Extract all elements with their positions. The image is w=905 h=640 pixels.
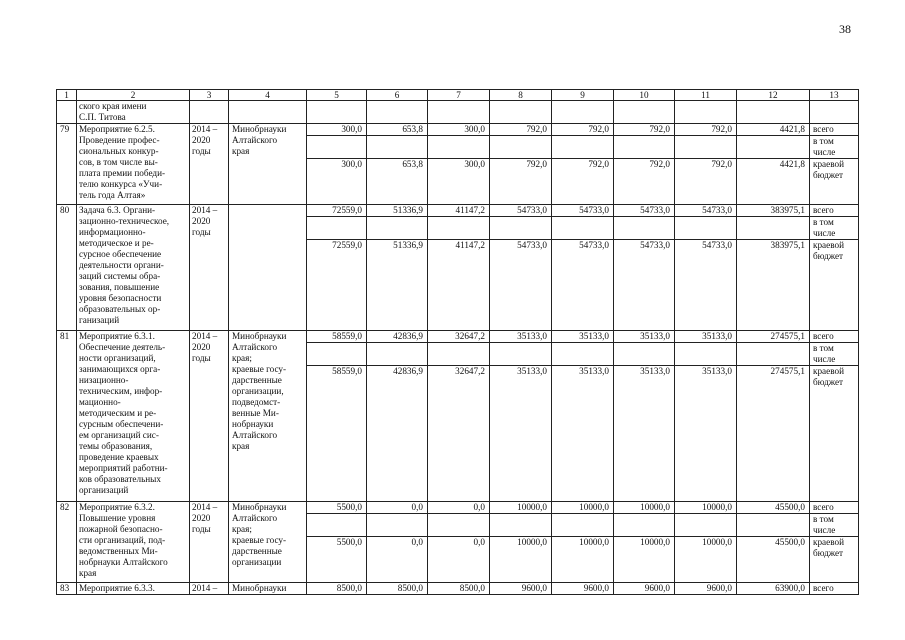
- value-cell: [675, 514, 737, 537]
- value-cell: 9600,0: [675, 583, 737, 595]
- value-cell: 8500,0: [367, 583, 428, 595]
- activity-name: Задача 6.3. Органи- зационно-техническое, информационно- методическое и ре- сурсное обеспечение деятельности органи- заций системы обра- зования, повышение уровня безопасности образовательных ор- ганизаций: [77, 205, 190, 331]
- value-cell: [307, 136, 367, 159]
- value-cell: [307, 101, 367, 124]
- activity-name: ского края имени С.П. Титова: [77, 101, 190, 124]
- row-index: [57, 101, 77, 124]
- period: 2014 – 2020 годы: [190, 124, 229, 205]
- value-cell: 72559,0: [307, 205, 367, 217]
- value-cell: 35133,0: [614, 331, 675, 343]
- value-cell: 653,8: [367, 124, 428, 136]
- value-cell: 42836,9: [367, 366, 428, 502]
- value-cell: [490, 136, 552, 159]
- row-index: 81: [57, 331, 77, 502]
- value-cell: [810, 101, 859, 124]
- value-cell: 54733,0: [614, 205, 675, 217]
- value-cell: 54733,0: [490, 205, 552, 217]
- value-cell: 72559,0: [307, 240, 367, 331]
- value-cell: 300,0: [428, 124, 490, 136]
- header-cell: 7: [428, 90, 490, 101]
- value-cell: 35133,0: [675, 331, 737, 343]
- header-cell: 4: [229, 90, 307, 101]
- value-cell: 0,0: [428, 502, 490, 514]
- value-cell: [307, 343, 367, 366]
- value-cell: 32647,2: [428, 366, 490, 502]
- value-cell: 0,0: [367, 502, 428, 514]
- value-cell: 5500,0: [307, 502, 367, 514]
- value-cell: 300,0: [428, 159, 490, 205]
- value-cell: 54733,0: [614, 240, 675, 331]
- value-cell: 792,0: [675, 159, 737, 205]
- header-cell: 5: [307, 90, 367, 101]
- header-cell: 2: [77, 90, 190, 101]
- value-cell: 54733,0: [490, 240, 552, 331]
- value-cell: 35133,0: [552, 366, 614, 502]
- value-cell: [428, 101, 490, 124]
- value-cell: [737, 101, 810, 124]
- value-cell: [675, 101, 737, 124]
- header-cell: 9: [552, 90, 614, 101]
- table-row: [57, 101, 859, 124]
- value-cell: [614, 217, 675, 240]
- value-cell: 54733,0: [552, 240, 614, 331]
- table-row: [57, 583, 859, 595]
- activity-name: Мероприятие 6.3.2. Повышение уровня пожарной безопасно- сти организаций, под- ведомственных Ми- нобрнауки Алтайского края: [77, 502, 190, 583]
- value-cell: 9600,0: [490, 583, 552, 595]
- value-cell: [428, 343, 490, 366]
- value-cell: 4421,8: [737, 159, 810, 205]
- table-row: [57, 502, 859, 514]
- value-cell: [367, 136, 428, 159]
- value-cell: [552, 514, 614, 537]
- value-cell: 41147,2: [428, 240, 490, 331]
- row-index: 83: [57, 583, 77, 595]
- funding-source: в том числе: [810, 343, 859, 366]
- value-cell: 0,0: [367, 537, 428, 583]
- value-cell: 10000,0: [490, 537, 552, 583]
- value-cell: 10000,0: [614, 502, 675, 514]
- value-cell: 300,0: [307, 124, 367, 136]
- value-cell: [367, 101, 428, 124]
- value-cell: 35133,0: [490, 331, 552, 343]
- header-cell: 11: [675, 90, 737, 101]
- funding-source: в том числе: [810, 217, 859, 240]
- executor: [229, 205, 307, 331]
- executor: Минобрнауки Алтайского края: [229, 124, 307, 205]
- value-cell: [490, 514, 552, 537]
- value-cell: 4421,8: [737, 124, 810, 136]
- funding-source: краевой бюджет: [810, 366, 859, 502]
- value-cell: 35133,0: [675, 366, 737, 502]
- value-cell: 383975,1: [737, 240, 810, 331]
- value-cell: 35133,0: [552, 331, 614, 343]
- value-cell: [552, 101, 614, 124]
- funding-source: краевой бюджет: [810, 240, 859, 331]
- value-cell: [490, 343, 552, 366]
- value-cell: [428, 136, 490, 159]
- funding-source: всего: [810, 331, 859, 343]
- value-cell: [614, 514, 675, 537]
- value-cell: 58559,0: [307, 331, 367, 343]
- value-cell: 300,0: [307, 159, 367, 205]
- value-cell: 35133,0: [490, 366, 552, 502]
- value-cell: 10000,0: [552, 502, 614, 514]
- value-cell: [737, 217, 810, 240]
- activity-name: Мероприятие 6.2.5. Проведение профес- сиональных конкур- сов, в том числе вы- плата премии победи- телю конкурса «Учи- тель года Алтая»: [77, 124, 190, 205]
- value-cell: 383975,1: [737, 205, 810, 217]
- value-cell: 10000,0: [675, 502, 737, 514]
- header-cell: 3: [190, 90, 229, 101]
- activity-name: Мероприятие 6.3.1. Обеспечение деятель- ности организаций, занимающихся орга- низационно- техническим, инфор- мационно- методическим и ре- сурсным обеспечени- ем организаций сис- темы образования, проведение краевых мероприятий работни- ков образовательных организаций: [77, 331, 190, 502]
- value-cell: 274575,1: [737, 366, 810, 502]
- value-cell: 274575,1: [737, 331, 810, 343]
- page-number: 38: [839, 22, 851, 36]
- funding-source: всего: [810, 124, 859, 136]
- funding-source: в том числе: [810, 514, 859, 537]
- value-cell: [307, 514, 367, 537]
- value-cell: 35133,0: [614, 366, 675, 502]
- header-cell: 1: [57, 90, 77, 101]
- value-cell: 63900,0: [737, 583, 810, 595]
- table-row: [57, 205, 859, 217]
- table-row: [57, 124, 859, 136]
- value-cell: 41147,2: [428, 205, 490, 217]
- value-cell: [367, 343, 428, 366]
- funding-source: всего: [810, 583, 859, 595]
- value-cell: [367, 514, 428, 537]
- value-cell: 51336,9: [367, 240, 428, 331]
- value-cell: [428, 514, 490, 537]
- funding-source: всего: [810, 502, 859, 514]
- header-row: [57, 90, 859, 101]
- value-cell: 45500,0: [737, 502, 810, 514]
- value-cell: 792,0: [552, 159, 614, 205]
- value-cell: 792,0: [614, 124, 675, 136]
- value-cell: 10000,0: [490, 502, 552, 514]
- value-cell: [490, 217, 552, 240]
- value-cell: 792,0: [490, 124, 552, 136]
- value-cell: 792,0: [614, 159, 675, 205]
- value-cell: [737, 343, 810, 366]
- value-cell: 54733,0: [675, 240, 737, 331]
- value-cell: 32647,2: [428, 331, 490, 343]
- value-cell: 10000,0: [675, 537, 737, 583]
- value-cell: 9600,0: [552, 583, 614, 595]
- value-cell: [675, 217, 737, 240]
- value-cell: 8500,0: [307, 583, 367, 595]
- header-cell: 8: [490, 90, 552, 101]
- funding-source: краевой бюджет: [810, 159, 859, 205]
- funding-source: всего: [810, 205, 859, 217]
- funding-source: в том числе: [810, 136, 859, 159]
- funding-source: краевой бюджет: [810, 537, 859, 583]
- value-cell: 792,0: [552, 124, 614, 136]
- value-cell: 10000,0: [552, 537, 614, 583]
- value-cell: [737, 514, 810, 537]
- header-cell: 10: [614, 90, 675, 101]
- value-cell: 653,8: [367, 159, 428, 205]
- period: 2014 – 2020 годы: [190, 331, 229, 502]
- value-cell: 0,0: [428, 537, 490, 583]
- period: 2014 –: [190, 583, 229, 595]
- value-cell: 51336,9: [367, 205, 428, 217]
- executor: Минобрнауки: [229, 583, 307, 595]
- row-index: 79: [57, 124, 77, 205]
- period: 2014 – 2020 годы: [190, 502, 229, 583]
- value-cell: 45500,0: [737, 537, 810, 583]
- value-cell: 42836,9: [367, 331, 428, 343]
- value-cell: [675, 136, 737, 159]
- value-cell: [428, 217, 490, 240]
- value-cell: [190, 101, 229, 124]
- header-cell: 12: [737, 90, 810, 101]
- program-activities-table: [56, 89, 859, 595]
- value-cell: [367, 217, 428, 240]
- value-cell: [614, 136, 675, 159]
- value-cell: 8500,0: [428, 583, 490, 595]
- value-cell: [307, 217, 367, 240]
- header-cell: 6: [367, 90, 428, 101]
- table-row: [57, 331, 859, 343]
- value-cell: [552, 217, 614, 240]
- executor: Минобрнауки Алтайского края; краевые госу- дарственные организации: [229, 502, 307, 583]
- value-cell: [614, 101, 675, 124]
- value-cell: [614, 343, 675, 366]
- value-cell: 58559,0: [307, 366, 367, 502]
- value-cell: [675, 343, 737, 366]
- executor: Минобрнауки Алтайского края; краевые госу- дарственные организации, подведомст- венные Ми- нобрнауки Алтайского края: [229, 331, 307, 502]
- value-cell: 792,0: [675, 124, 737, 136]
- period: 2014 – 2020 годы: [190, 205, 229, 331]
- activity-name: Мероприятие 6.3.3.: [77, 583, 190, 595]
- value-cell: 54733,0: [675, 205, 737, 217]
- value-cell: 792,0: [490, 159, 552, 205]
- row-index: 80: [57, 205, 77, 331]
- value-cell: [229, 101, 307, 124]
- value-cell: [737, 136, 810, 159]
- value-cell: [552, 343, 614, 366]
- value-cell: [552, 136, 614, 159]
- value-cell: 9600,0: [614, 583, 675, 595]
- value-cell: [490, 101, 552, 124]
- value-cell: 54733,0: [552, 205, 614, 217]
- value-cell: 5500,0: [307, 537, 367, 583]
- header-cell: 13: [810, 90, 859, 101]
- row-index: 82: [57, 502, 77, 583]
- value-cell: 10000,0: [614, 537, 675, 583]
